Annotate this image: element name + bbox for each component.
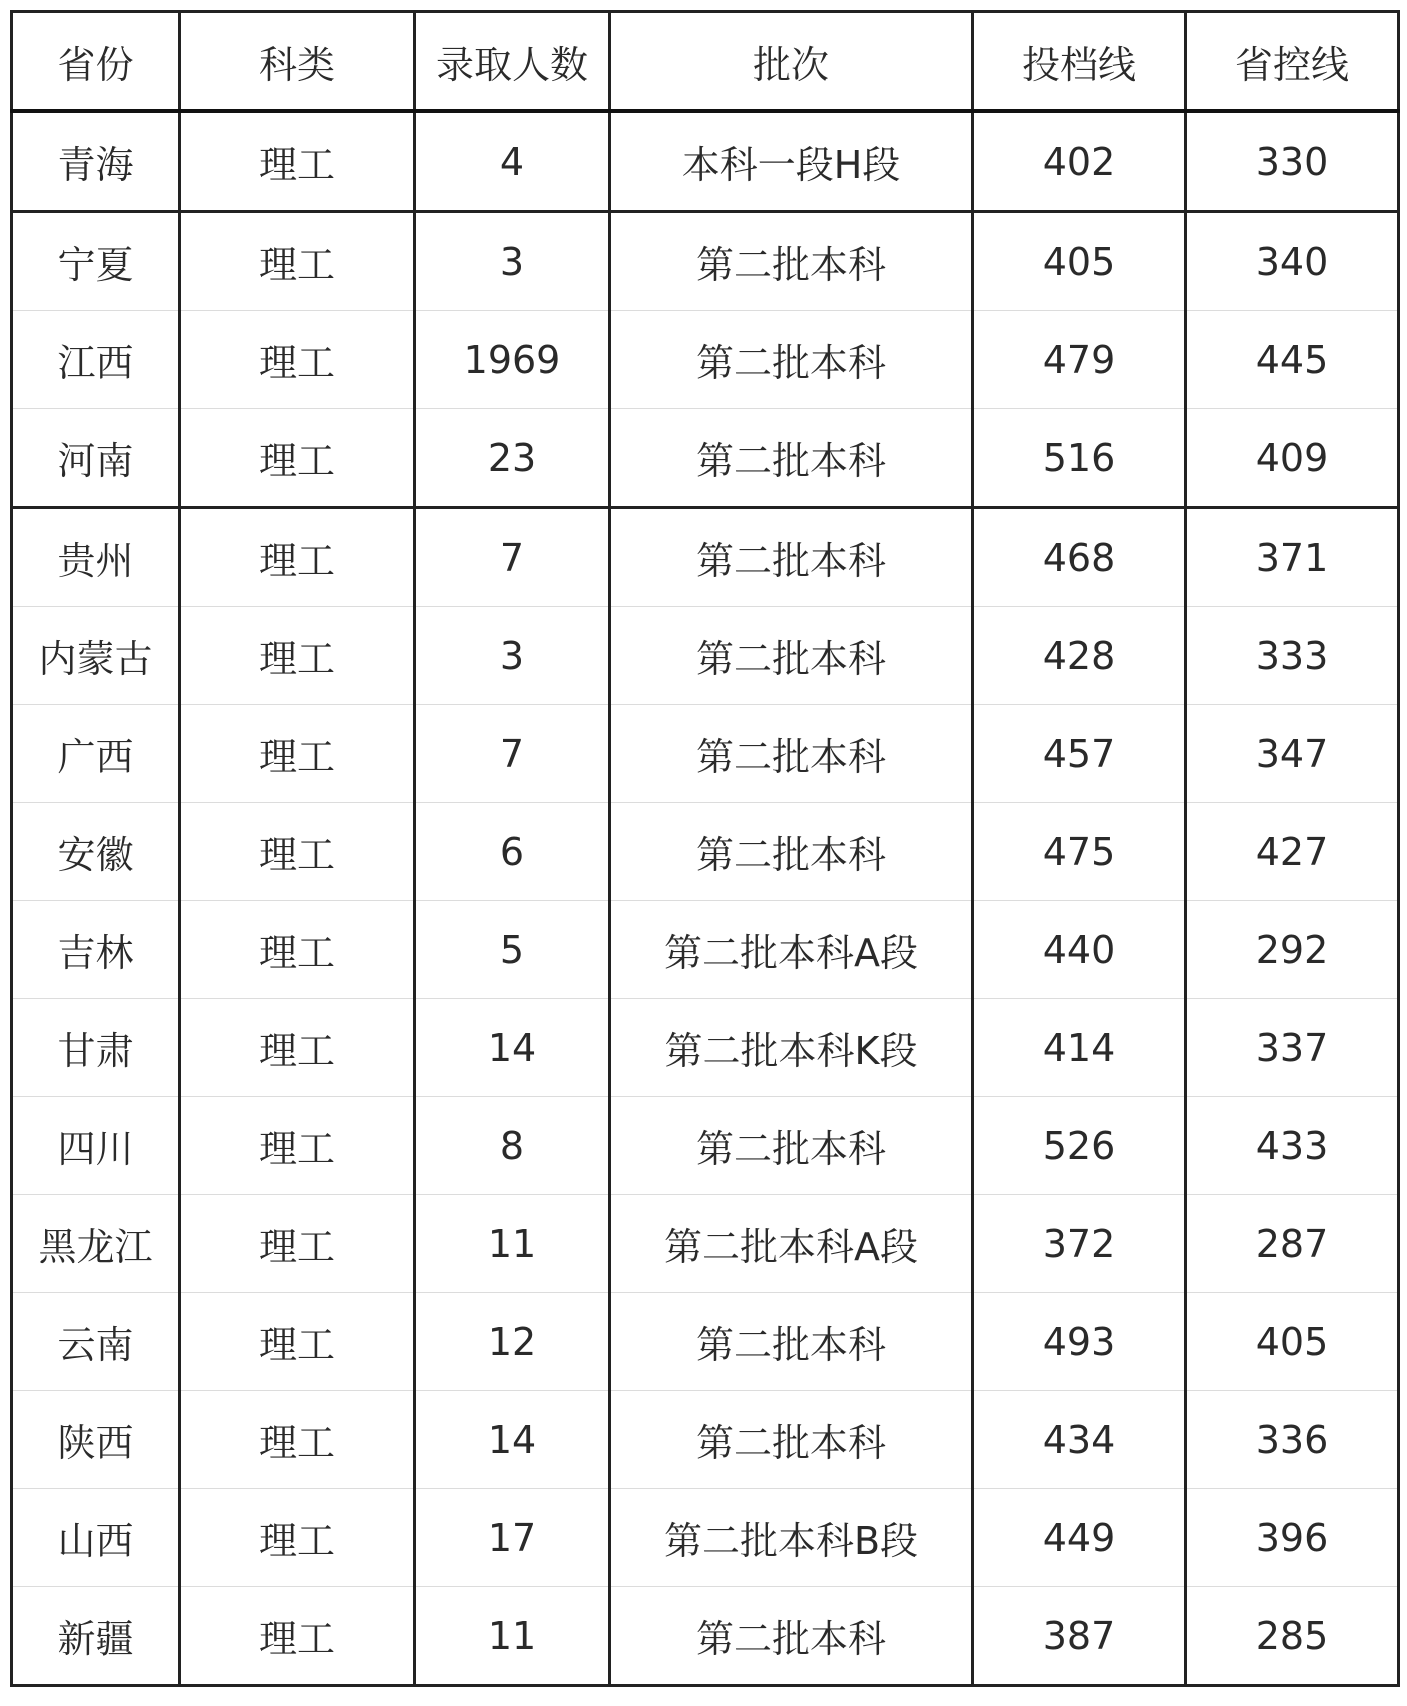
cell-control-line: 427 bbox=[1186, 803, 1399, 901]
table-row bbox=[12, 1391, 1399, 1489]
cell-batch: 第二批本科A段 bbox=[610, 1195, 973, 1293]
cell-category: 理工 bbox=[180, 705, 415, 803]
cell-category: 理工 bbox=[180, 409, 415, 508]
cell-control-line: 287 bbox=[1186, 1195, 1399, 1293]
cell-province: 贵州 bbox=[12, 508, 180, 607]
cell-control-line: 371 bbox=[1186, 508, 1399, 607]
cell-admitted: 1969 bbox=[415, 311, 610, 409]
cell-province: 甘肃 bbox=[12, 999, 180, 1097]
cell-batch: 第二批本科 bbox=[610, 212, 973, 311]
cell-batch: 第二批本科B段 bbox=[610, 1489, 973, 1587]
cell-admitted: 3 bbox=[415, 607, 610, 705]
cell-filing-line: 440 bbox=[973, 901, 1186, 999]
cell-admitted: 4 bbox=[415, 111, 610, 212]
table-row bbox=[12, 508, 1399, 607]
cell-control-line: 347 bbox=[1186, 705, 1399, 803]
cell-province: 吉林 bbox=[12, 901, 180, 999]
cell-control-line: 433 bbox=[1186, 1097, 1399, 1195]
admission-table bbox=[10, 10, 1400, 1687]
cell-admitted: 23 bbox=[415, 409, 610, 508]
table-row bbox=[12, 803, 1399, 901]
cell-batch: 第二批本科 bbox=[610, 409, 973, 508]
cell-admitted: 6 bbox=[415, 803, 610, 901]
cell-admitted: 11 bbox=[415, 1195, 610, 1293]
cell-category: 理工 bbox=[180, 1489, 415, 1587]
cell-filing-line: 372 bbox=[973, 1195, 1186, 1293]
cell-province: 宁夏 bbox=[12, 212, 180, 311]
cell-filing-line: 434 bbox=[973, 1391, 1186, 1489]
cell-batch: 第二批本科 bbox=[610, 1587, 973, 1686]
table-header bbox=[12, 12, 1399, 112]
cell-batch: 第二批本科 bbox=[610, 1293, 973, 1391]
cell-category: 理工 bbox=[180, 1587, 415, 1686]
cell-control-line: 336 bbox=[1186, 1391, 1399, 1489]
cell-batch: 本科一段H段 bbox=[610, 111, 973, 212]
cell-filing-line: 449 bbox=[973, 1489, 1186, 1587]
cell-filing-line: 479 bbox=[973, 311, 1186, 409]
cell-filing-line: 402 bbox=[973, 111, 1186, 212]
cell-filing-line: 475 bbox=[973, 803, 1186, 901]
cell-filing-line: 414 bbox=[973, 999, 1186, 1097]
table-row bbox=[12, 111, 1399, 212]
cell-filing-line: 405 bbox=[973, 212, 1186, 311]
cell-filing-line: 516 bbox=[973, 409, 1186, 508]
cell-province: 山西 bbox=[12, 1489, 180, 1587]
cell-filing-line: 493 bbox=[973, 1293, 1186, 1391]
cell-province: 河南 bbox=[12, 409, 180, 508]
table-row bbox=[12, 1489, 1399, 1587]
cell-admitted: 11 bbox=[415, 1587, 610, 1686]
cell-province: 陕西 bbox=[12, 1391, 180, 1489]
cell-batch: 第二批本科 bbox=[610, 705, 973, 803]
cell-category: 理工 bbox=[180, 212, 415, 311]
cell-province: 青海 bbox=[12, 111, 180, 212]
cell-batch: 第二批本科 bbox=[610, 508, 973, 607]
cell-province: 云南 bbox=[12, 1293, 180, 1391]
cell-category: 理工 bbox=[180, 999, 415, 1097]
cell-category: 理工 bbox=[180, 803, 415, 901]
table-row bbox=[12, 901, 1399, 999]
table-row bbox=[12, 1293, 1399, 1391]
cell-control-line: 445 bbox=[1186, 311, 1399, 409]
header-filing-line: 投档线 bbox=[973, 12, 1186, 112]
cell-batch: 第二批本科 bbox=[610, 1097, 973, 1195]
table-row bbox=[12, 607, 1399, 705]
cell-admitted: 8 bbox=[415, 1097, 610, 1195]
cell-filing-line: 526 bbox=[973, 1097, 1186, 1195]
cell-admitted: 7 bbox=[415, 508, 610, 607]
cell-category: 理工 bbox=[180, 111, 415, 212]
cell-control-line: 409 bbox=[1186, 409, 1399, 508]
cell-control-line: 340 bbox=[1186, 212, 1399, 311]
table-row bbox=[12, 1195, 1399, 1293]
cell-category: 理工 bbox=[180, 311, 415, 409]
header-batch: 批次 bbox=[610, 12, 973, 112]
cell-province: 广西 bbox=[12, 705, 180, 803]
cell-control-line: 285 bbox=[1186, 1587, 1399, 1686]
cell-filing-line: 428 bbox=[973, 607, 1186, 705]
cell-province: 安徽 bbox=[12, 803, 180, 901]
cell-filing-line: 468 bbox=[973, 508, 1186, 607]
cell-province: 内蒙古 bbox=[12, 607, 180, 705]
cell-control-line: 337 bbox=[1186, 999, 1399, 1097]
cell-admitted: 7 bbox=[415, 705, 610, 803]
cell-province: 新疆 bbox=[12, 1587, 180, 1686]
cell-control-line: 405 bbox=[1186, 1293, 1399, 1391]
cell-control-line: 330 bbox=[1186, 111, 1399, 212]
cell-category: 理工 bbox=[180, 508, 415, 607]
cell-admitted: 5 bbox=[415, 901, 610, 999]
cell-control-line: 333 bbox=[1186, 607, 1399, 705]
cell-batch: 第二批本科 bbox=[610, 607, 973, 705]
cell-category: 理工 bbox=[180, 1195, 415, 1293]
cell-admitted: 14 bbox=[415, 1391, 610, 1489]
cell-admitted: 3 bbox=[415, 212, 610, 311]
cell-category: 理工 bbox=[180, 901, 415, 999]
cell-batch: 第二批本科A段 bbox=[610, 901, 973, 999]
header-control-line: 省控线 bbox=[1186, 12, 1399, 112]
header-row bbox=[12, 12, 1399, 112]
cell-province: 四川 bbox=[12, 1097, 180, 1195]
cell-control-line: 396 bbox=[1186, 1489, 1399, 1587]
header-category: 科类 bbox=[180, 12, 415, 112]
cell-category: 理工 bbox=[180, 1097, 415, 1195]
cell-province: 黑龙江 bbox=[12, 1195, 180, 1293]
cell-batch: 第二批本科 bbox=[610, 311, 973, 409]
cell-province: 江西 bbox=[12, 311, 180, 409]
table-row bbox=[12, 999, 1399, 1097]
header-admitted: 录取人数 bbox=[415, 12, 610, 112]
cell-batch: 第二批本科K段 bbox=[610, 999, 973, 1097]
header-province: 省份 bbox=[12, 12, 180, 112]
cell-filing-line: 457 bbox=[973, 705, 1186, 803]
cell-category: 理工 bbox=[180, 1293, 415, 1391]
cell-category: 理工 bbox=[180, 1391, 415, 1489]
cell-admitted: 12 bbox=[415, 1293, 610, 1391]
cell-filing-line: 387 bbox=[973, 1587, 1186, 1686]
table-row bbox=[12, 409, 1399, 508]
table-row bbox=[12, 705, 1399, 803]
table-row bbox=[12, 311, 1399, 409]
table-row bbox=[12, 212, 1399, 311]
cell-admitted: 17 bbox=[415, 1489, 610, 1587]
cell-category: 理工 bbox=[180, 607, 415, 705]
cell-batch: 第二批本科 bbox=[610, 1391, 973, 1489]
cell-admitted: 14 bbox=[415, 999, 610, 1097]
table-row bbox=[12, 1097, 1399, 1195]
cell-batch: 第二批本科 bbox=[610, 803, 973, 901]
table-body bbox=[12, 111, 1399, 1686]
cell-control-line: 292 bbox=[1186, 901, 1399, 999]
table-row bbox=[12, 1587, 1399, 1686]
